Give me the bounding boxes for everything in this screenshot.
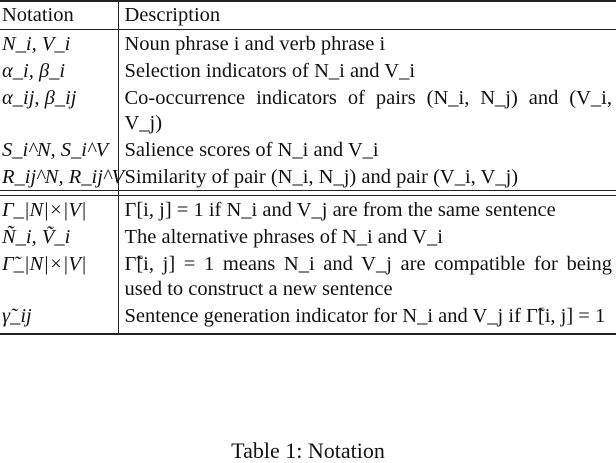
notation-cell: α_i, β_i <box>2 60 66 82</box>
description-cell: Similarity of pair (N_i, N_j) and pair (V_i, V_j) <box>118 163 616 191</box>
table-row <box>0 136 616 163</box>
notation-cell: Ñ_i, Ṽ_i <box>2 226 71 248</box>
table-row <box>0 84 616 136</box>
table-row <box>0 223 616 250</box>
notation-cell: R_ij^N, R_ij^V <box>2 166 125 188</box>
notation-cell: α_ij, β_ij <box>2 87 77 109</box>
table-header-row <box>0 2 616 30</box>
table-row <box>0 163 616 191</box>
description-cell: Salience scores of N_i and V_i <box>118 136 616 163</box>
description-cell: Co-occurrence indicators of pairs (N_i, N_j) and (V_i, V_j) <box>118 84 616 136</box>
table-row <box>0 30 616 58</box>
table-row <box>0 196 616 224</box>
header-description: Description <box>118 2 616 30</box>
table-caption: Table 1: Notation <box>231 438 385 463</box>
table-row <box>0 250 616 302</box>
header-notation: Notation <box>0 2 118 30</box>
description-cell: Sentence generation indicator for N_i and V_j if Γ̃[i, j] = 1 <box>118 302 616 334</box>
description-cell: Γ̃[i, j] = 1 means N_i and V_j are compatible for being used to construct a new sentence <box>118 250 616 302</box>
description-cell: Noun phrase i and verb phrase i <box>118 30 616 58</box>
table-row <box>0 57 616 84</box>
description-cell: Selection indicators of N_i and V_i <box>118 57 616 84</box>
notation-cell: Γ_|N|×|V| <box>2 199 87 221</box>
notation-cell: S_i^N, S_i^V <box>2 139 109 161</box>
table-row <box>0 302 616 334</box>
description-cell: Γ[i, j] = 1 if N_i and V_j are from the same sentence <box>118 196 616 224</box>
notation-cell: γ̃_ij <box>0 302 118 334</box>
description-cell: The alternative phrases of N_i and V_i <box>118 223 616 250</box>
notation-cell: N_i, V_i <box>2 33 71 55</box>
notation-cell: Γ̃_|N|×|V| <box>2 253 87 275</box>
